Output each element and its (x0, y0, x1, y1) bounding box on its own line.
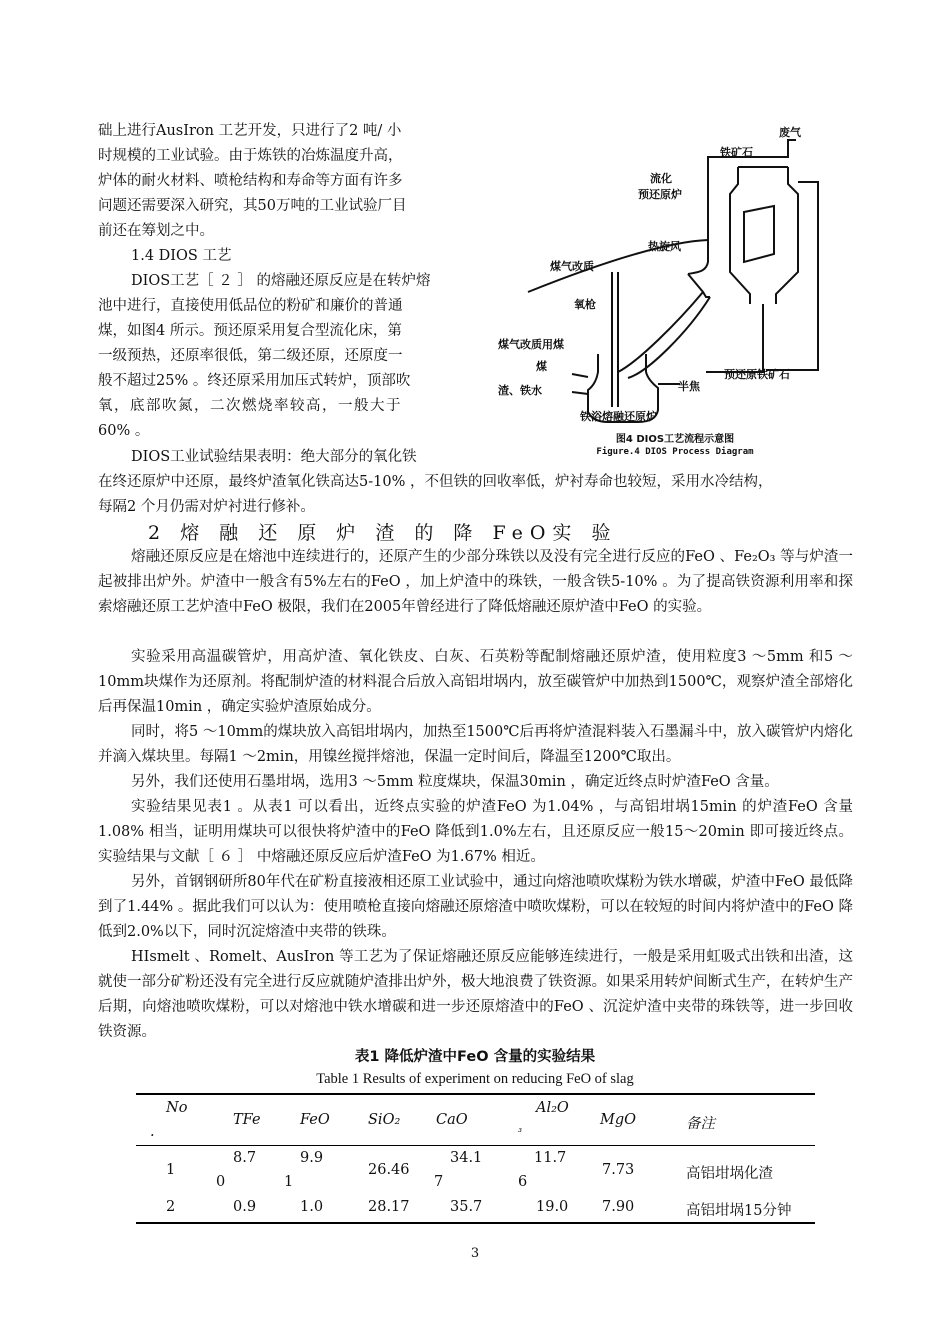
row1-note: 高铝坩埚化渣 (686, 1166, 773, 1182)
label-fluidized: 流化 (650, 172, 672, 185)
row2-al2o3: 19.0 (536, 1199, 569, 1215)
label-semi-coke: 半焦 (678, 380, 700, 393)
left-col-line-1: 础上进行AusIron 工艺开发，只进行了2 吨/ 小 (98, 123, 402, 139)
col-header-feo: FeO (300, 1112, 330, 1128)
label-iron-ore: 铁矿石 (720, 146, 753, 159)
row1-al2o3: 11.7 (534, 1150, 567, 1166)
row2-no: 2 (166, 1199, 176, 1215)
label-smelter: 铁浴熔融还原炉 (580, 410, 657, 423)
left-col-line-7: DIOS工艺［ ２ ］ 的熔融还原反应是在转炉熔 (131, 273, 431, 289)
full-line-2: 每隔2 个月仍需对炉衬进行修补。 (98, 499, 315, 515)
label-oxygen-lance: 氧枪 (574, 298, 596, 311)
left-col-line-14: DIOS工业试验结果表明：绝大部分的氧化铁 (131, 449, 417, 465)
table-header-rule (136, 1145, 815, 1146)
label-pre-reduction-furnace: 预还原炉 (638, 188, 682, 201)
table-top-rule (136, 1093, 815, 1095)
left-col-line-5: 前还在筹划之中。 (98, 223, 214, 239)
row1-tfe-cont: 0 (216, 1174, 226, 1190)
col-header-sio2: SiO₂ (368, 1112, 401, 1128)
col-header-al2o3-sub: ₃ (518, 1124, 523, 1135)
row1-sio2: 26.46 (368, 1162, 410, 1178)
figure-caption-cn: 图4 DIOS工艺流程示意图 (615, 434, 735, 445)
row1-tfe: 8.7 (233, 1150, 257, 1166)
paragraph-5: 实验结果见表1 。从表1 可以看出，近终点实验的炉渣FeO 为1.04% ，与高铝坩埚15min 的炉渣FeO 含量1.08% 相当，证明用煤块可以很快将炉渣中的FeO 降低到1.0%左右，且还原反应一般15～20min 即可接近终点。实验结果与文献［ ６ ］ 中熔融还原反应后炉渣FeO 为1.67% 相近。 (98, 799, 853, 865)
left-col-line-4: 问题还需要深入研究，其50万吨的工业试验厂目 (98, 198, 407, 214)
row1-al2o3-cont: 6 (518, 1174, 528, 1190)
row1-feo: 9.9 (300, 1150, 324, 1166)
row2-tfe: 0.9 (233, 1199, 257, 1215)
left-col-line-2: 时规模的工业试验。由于炼铁的冶炼温度升高， (98, 148, 403, 164)
table-caption-cn: 表1 降低炉渣中FeO 含量的实验结果 (354, 1049, 596, 1065)
subsection-heading: 1.4 DIOS 工艺 (131, 248, 232, 264)
left-col-line-8: 池中进行，直接使用低品位的粉矿和廉价的普通 (98, 298, 403, 314)
row2-cao: 35.7 (450, 1199, 483, 1215)
label-waste-gas: 废气 (779, 126, 801, 139)
row2-note: 高铝坩埚15分钟 (686, 1203, 792, 1219)
col-header-no: No (166, 1100, 188, 1116)
label-hot-cyclone: 热旋风 (648, 240, 681, 253)
paragraph-2: 实验采用高温碳管炉，用高炉渣、氧化铁皮、白灰、石英粉等配制熔融还原炉渣，使用粒度3 ～5mm 和5 ～10mm块煤作为还原剂。将配制炉渣的材料混合后放入高铝坩埚内，放至碳管炉中加热到1500℃，观察炉渣全部熔化后再保温10min ，确定实验炉渣原始成分。 (98, 649, 853, 715)
label-coal: 煤 (536, 360, 547, 373)
left-col-line-12: 氧，底部吹氮，二次燃烧率较高，一般大于 (98, 398, 402, 414)
label-reform-coal: 煤气改质用煤 (498, 338, 564, 351)
col-header-cao: CaO (436, 1112, 468, 1128)
left-col-line-3: 炉体的耐火材料、喷枪结构和寿命等方面有许多 (98, 173, 403, 189)
label-gas-reforming: 煤气改质 (550, 260, 594, 273)
row1-cao: 34.1 (450, 1150, 483, 1166)
col-header-no-dot: . (150, 1124, 155, 1140)
page-number: 3 (470, 1246, 480, 1261)
left-col-line-11: 般不超过25% 。终还原采用加压式转炉，顶部吹 (98, 373, 411, 389)
paragraph-1: 熔融还原反应是在熔池中连续进行的，还原产生的少部分珠铁以及没有完全进行反应的FeO 、Fe₂O₃ 等与炉渣一起被排出炉外。炉渣中一般含有5%左右的FeO ，加上炉渣中的珠铁，一般含铁5-10% 。为了提高铁资源利用率和探索熔融还原工艺炉渣中FeO 极限，我们在2005年曾经进行了降低熔融还原炉渣中FeO 的实验。 (98, 549, 853, 615)
row1-feo-cont: 1 (284, 1174, 294, 1190)
table-bottom-rule (136, 1222, 815, 1224)
figure-caption-en: Figure.4 DIOS Process Diagram (596, 447, 754, 457)
col-header-mgo: MgO (600, 1112, 637, 1128)
paragraph-3: 同时，将5 ～10mm的煤块放入高铝坩埚内，加热至1500℃后再将炉渣混料装入石墨漏斗中，放入碳管炉内熔化并滴入煤块里。每隔1 ～2min，用镍丝搅拌熔池，保温一定时间后，降温至1200℃取出。 (98, 724, 853, 765)
row1-mgo: 7.73 (602, 1162, 635, 1178)
left-col-line-9: 煤，如图4 所示。预还原采用复合型流化床，第 (98, 323, 402, 339)
table-caption-en: Table 1 Results of experiment on reducing FeO of slag (316, 1071, 634, 1087)
left-col-line-13: 60% 。 (98, 423, 150, 439)
paragraph-7: HIsmelt 、Romelt、AusIron 等工艺为了保证熔融还原反应能够连续进行，一般是采用虹吸式出铁和出渣，这就使一部分矿粉还没有完全进行反应就随炉渣排出炉外，极大地浪费了铁资源。如果采用转炉间断式生产，在转炉生产后期，向熔池喷吹煤粉，可以对熔池中铁水增碳和进一步还原熔渣中的FeO 、沉淀炉渣中夹带的珠铁等，进一步回收铁资源。 (98, 949, 853, 1040)
row2-sio2: 28.17 (368, 1199, 410, 1215)
label-prereduced-ore: 预还原铁矿石 (724, 368, 790, 381)
col-header-tfe: TFe (233, 1112, 261, 1128)
row1-no: 1 (166, 1162, 176, 1178)
col-header-al2o3: Al₂O (536, 1100, 569, 1116)
full-line-1: 在终还原炉中还原，最终炉渣氧化铁高达5-10% ，不但铁的回收率低，炉衬寿命也较短，采用水冷结构， (98, 474, 773, 490)
row2-mgo: 7.90 (602, 1199, 635, 1215)
paragraph-6: 另外，首钢钢研所80年代在矿粉直接液相还原工业试验中，通过向熔池喷吹煤粉为铁水增碳，炉渣中FeO 最低降到了1.44% 。据此我们可以认为：使用喷枪直接向熔融还原熔渣中喷吹煤粉，可以在较短的时间内将炉渣中的FeO 降低到2.0%以下，同时沉淀熔渣中夹带的铁珠。 (98, 874, 853, 940)
row1-cao-cont: 7 (434, 1174, 444, 1190)
label-slag-iron: 渣、铁水 (498, 384, 542, 397)
row2-feo: 1.0 (300, 1199, 324, 1215)
col-header-note: 备注 (686, 1116, 715, 1132)
dios-process-diagram (488, 122, 862, 432)
section-heading: 2 熔 融 还 原 炉 渣 的 降 FeO实 验 (148, 522, 618, 544)
left-col-line-10: 一级预热，还原率很低，第二级还原，还原度一 (98, 348, 403, 364)
paragraph-4: 另外，我们还使用石墨坩埚，选用3 ～5mm 粒度煤块，保温30min ，确定近终点时炉渣FeO 含量。 (131, 774, 779, 790)
